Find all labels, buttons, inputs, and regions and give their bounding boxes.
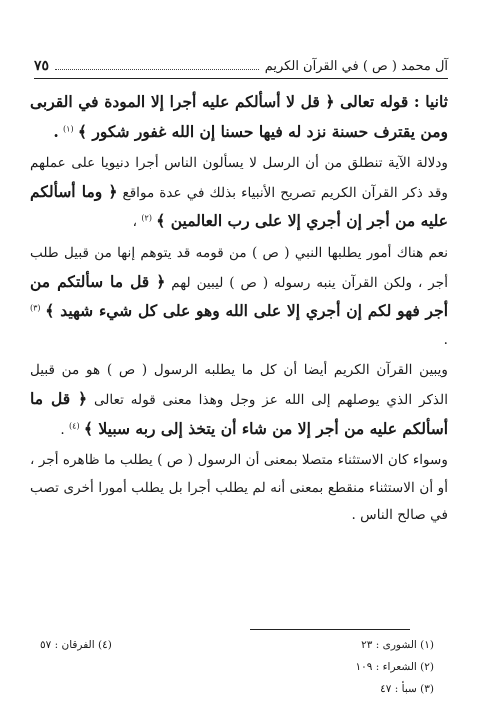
footnotes [40, 634, 434, 700]
para-4-tail: . [60, 421, 65, 438]
footnote-4: (٤) الفرقان : ٥٧ [40, 639, 112, 651]
footnote-row-2 [40, 656, 434, 678]
verse-3: ﴿ قل ما سألتكم من أجر فهو لكم إن أجري إلا على الله وهو على كل شيء شهيد ﴾ [30, 271, 448, 321]
paragraph-5 [30, 447, 448, 530]
header-title: آل محمد ( ص ) في القرآن الكريم [264, 59, 448, 74]
footnote-1: (١) الشورى : ٢٣ [361, 639, 434, 651]
para-3-text: نعم هناك أمور يطلبها النبي ( ص ) من قومه قد يتوهم إنها من قبيل طلب أجر ، ولكن القرآن ينبه رسوله ( ص ) ليبين لهم [30, 244, 448, 291]
footnote-2: (٢) الشعراء : ١٠٩ [355, 661, 434, 673]
verse-2: ﴿ وما أسألكم عليه من أجر إن أجري إلا على رب العالمين ﴾ [30, 181, 448, 231]
paragraph-1 [30, 88, 448, 147]
page-number: ٧٥ [34, 58, 50, 74]
footnote-ref-2: (٢) [141, 213, 152, 223]
para-3-tail: . [443, 331, 448, 348]
footnote-ref-4: (٤) [69, 421, 80, 430]
para-2-tail: ، [132, 214, 138, 231]
body-text [30, 88, 448, 603]
para-2-text: ودلالة الآية تنطلق من أن الرسل لا يسألون الناس أجرا دنيويا على عملهم وقد ذكر القرآن الكريم تصريح الأنبياء بذلك في عدة مواقع [30, 155, 448, 201]
paragraph-2 [30, 150, 448, 237]
header-dot-leader [55, 69, 259, 70]
verse-4: ﴿ قل ما أسألكم عليه من أجر إلا من شاء أن يتخذ إلى ربه سبيلا ﴾ [30, 388, 448, 438]
footnote-row-3 [40, 678, 434, 700]
footnote-ref-1: (١) [63, 124, 74, 134]
footnote-ref-3: (٣) [30, 303, 41, 313]
footnote-separator [250, 629, 410, 630]
para-4-text: ويبين القرآن الكريم أيضا أن كل ما يطلبه الرسول ( ص ) هو من قبيل الذكر الذي يوصلهم إلى الله عز وجل وهذا معنى قوله تعالى [30, 362, 448, 408]
para-1-tail: . [53, 121, 59, 141]
footnote-3: (٣) سبأ : ٤٧ [380, 683, 434, 695]
footnote-row-1 [40, 634, 434, 656]
running-header [34, 52, 448, 79]
para-1-intro: ثانيا : قوله تعالى [334, 92, 448, 111]
paragraph-3 [30, 240, 448, 354]
verse-1: ﴿ قل لا أسألكم عليه أجرا إلا المودة في القربى ومن يقترف حسنة نزد له فيها حسنا إن الله غفور شكور ﴾ [30, 92, 448, 141]
para-5-text: وسواء كان الاستثناء متصلا بمعنى أن الرسول ( ص ) يطلب ما ظاهره أجر ، أو أن الاستثناء منقطع بمعنى أنه لم يطلب أجرا بل يطلب أمورا أخرى تصب في صالح الناس . [30, 452, 448, 524]
paragraph-4 [30, 357, 448, 444]
